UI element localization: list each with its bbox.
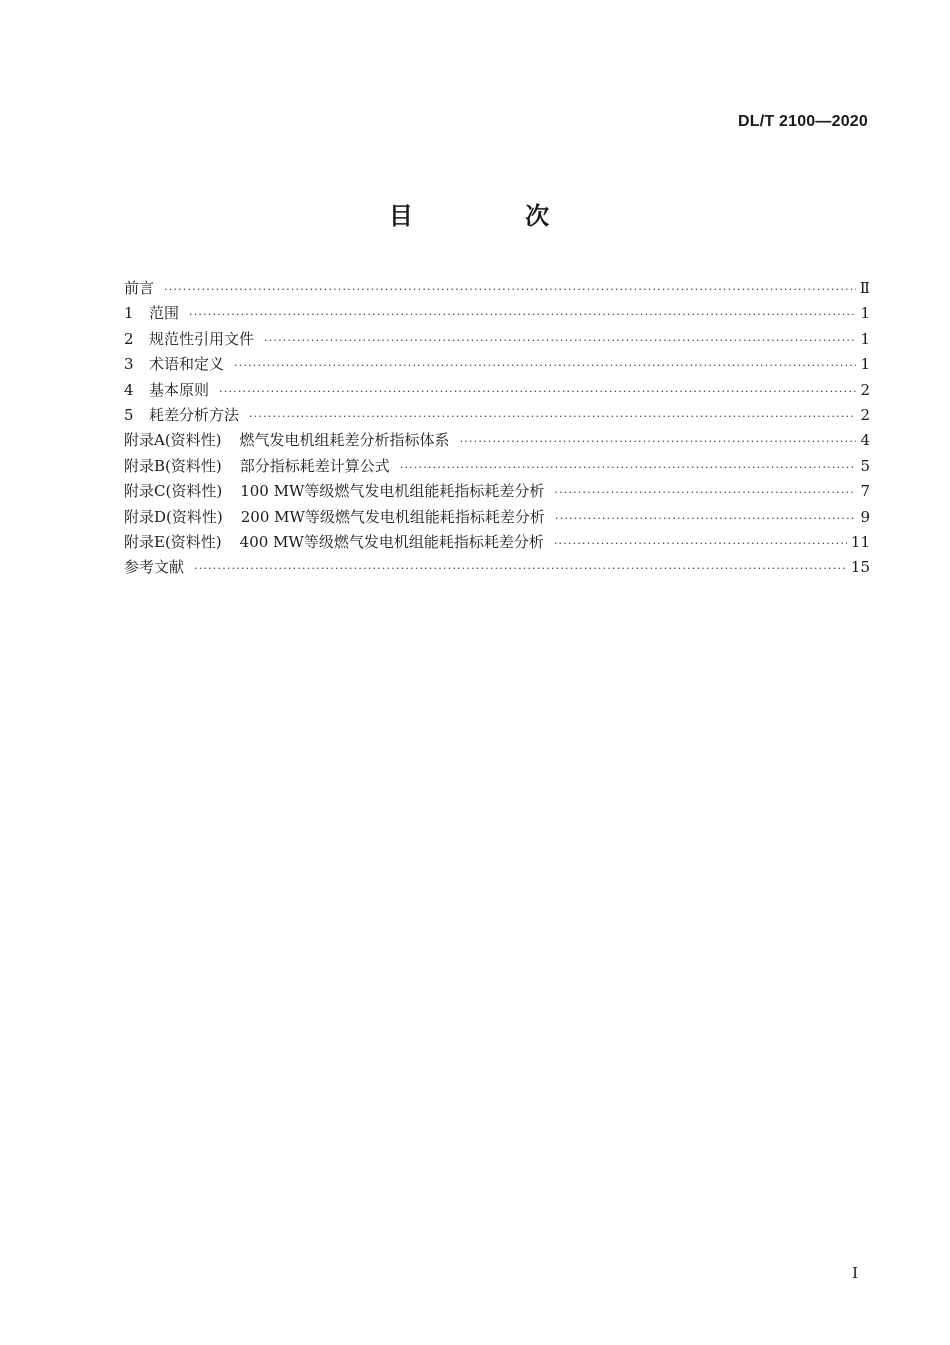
toc-entry-page: 15 <box>850 558 870 577</box>
toc-entry-page: 1 <box>860 355 870 374</box>
toc-leader-dots <box>219 385 856 398</box>
toc-leader-dots <box>554 486 856 499</box>
toc-entry-bibliography[interactable] <box>124 556 870 581</box>
page-title: 目 次 <box>388 202 602 230</box>
toc-entry-page: 1 <box>860 329 870 348</box>
toc-entry-appendix-c[interactable] <box>124 480 870 505</box>
toc-entry-appendix-e[interactable] <box>124 531 870 556</box>
toc-entry-normative-references[interactable] <box>124 328 870 353</box>
toc-entry-terms-definitions[interactable] <box>124 353 870 378</box>
toc-entry-number: 2 <box>124 329 134 348</box>
toc-entry-label: 术语和定义 <box>149 355 225 374</box>
toc-entry-label <box>124 480 544 501</box>
toc-entry-page: 4 <box>860 431 870 450</box>
toc-entry-appendix-d[interactable] <box>124 506 870 531</box>
appendix-title: 部分指标耗差计算公式 <box>239 456 390 475</box>
page-number: I <box>852 1264 858 1282</box>
toc-entry-label: 基本原则 <box>149 380 210 399</box>
toc-entry-analysis-method[interactable] <box>124 404 870 429</box>
toc-leader-dots <box>164 283 856 296</box>
appendix-title: 燃气发电机组耗差分析指标体系 <box>239 431 450 450</box>
toc-entry-page: 5 <box>860 456 870 475</box>
toc-leader-dots <box>189 308 856 321</box>
table-of-contents <box>124 277 870 582</box>
toc-entry-appendix-a[interactable] <box>124 429 870 454</box>
standard-code: DL/T 2100—2020 <box>738 113 868 130</box>
appendix-label: 附录A(资料性) <box>124 431 222 450</box>
toc-entry-label: 范围 <box>149 304 180 323</box>
appendix-label: 附录D(资料性) <box>124 507 223 526</box>
toc-entry-number: 4 <box>124 380 134 399</box>
toc-entry-page: 11 <box>850 532 870 551</box>
toc-entry-page: Ⅱ <box>859 279 870 297</box>
toc-leader-dots <box>249 410 856 423</box>
toc-entry-label <box>124 531 544 552</box>
appendix-title: 100 MW等级燃气发电机组能耗指标耗差分析 <box>240 482 545 501</box>
toc-entry-label: 参考文献 <box>124 558 185 577</box>
toc-leader-dots <box>400 461 857 474</box>
toc-leader-dots <box>460 435 857 448</box>
toc-leader-dots <box>194 562 847 575</box>
toc-entry-appendix-b[interactable] <box>124 455 870 480</box>
toc-entry-number: 3 <box>124 355 134 374</box>
toc-entry-basic-principles[interactable] <box>124 379 870 404</box>
toc-entry-page: 2 <box>860 405 870 424</box>
toc-leader-dots <box>264 334 856 347</box>
appendix-label: 附录E(资料性) <box>124 532 222 551</box>
toc-leader-dots <box>554 537 847 550</box>
toc-entry-page: 2 <box>860 380 870 399</box>
toc-entry-foreword[interactable] <box>124 277 870 302</box>
appendix-label: 附录C(资料性) <box>124 482 223 501</box>
toc-leader-dots <box>555 512 857 525</box>
toc-leader-dots <box>234 359 856 372</box>
toc-entry-number: 1 <box>124 304 134 323</box>
toc-entry-number: 5 <box>124 405 134 424</box>
toc-entry-label <box>124 506 545 527</box>
appendix-title: 200 MW等级燃气发电机组能耗指标耗差分析 <box>240 507 545 526</box>
appendix-label: 附录B(资料性) <box>124 456 222 475</box>
toc-entry-page: 9 <box>860 507 870 526</box>
toc-entry-label: 规范性引用文件 <box>149 329 255 348</box>
toc-entry-label <box>124 455 390 476</box>
toc-entry-page: 1 <box>860 304 870 323</box>
toc-entry-label <box>124 429 450 450</box>
toc-entry-page: 7 <box>860 482 870 501</box>
appendix-title: 400 MW等级燃气发电机组能耗指标耗差分析 <box>239 532 544 551</box>
toc-entry-scope[interactable] <box>124 302 870 327</box>
toc-entry-label: 前言 <box>124 279 155 297</box>
toc-entry-label: 耗差分析方法 <box>149 405 240 424</box>
